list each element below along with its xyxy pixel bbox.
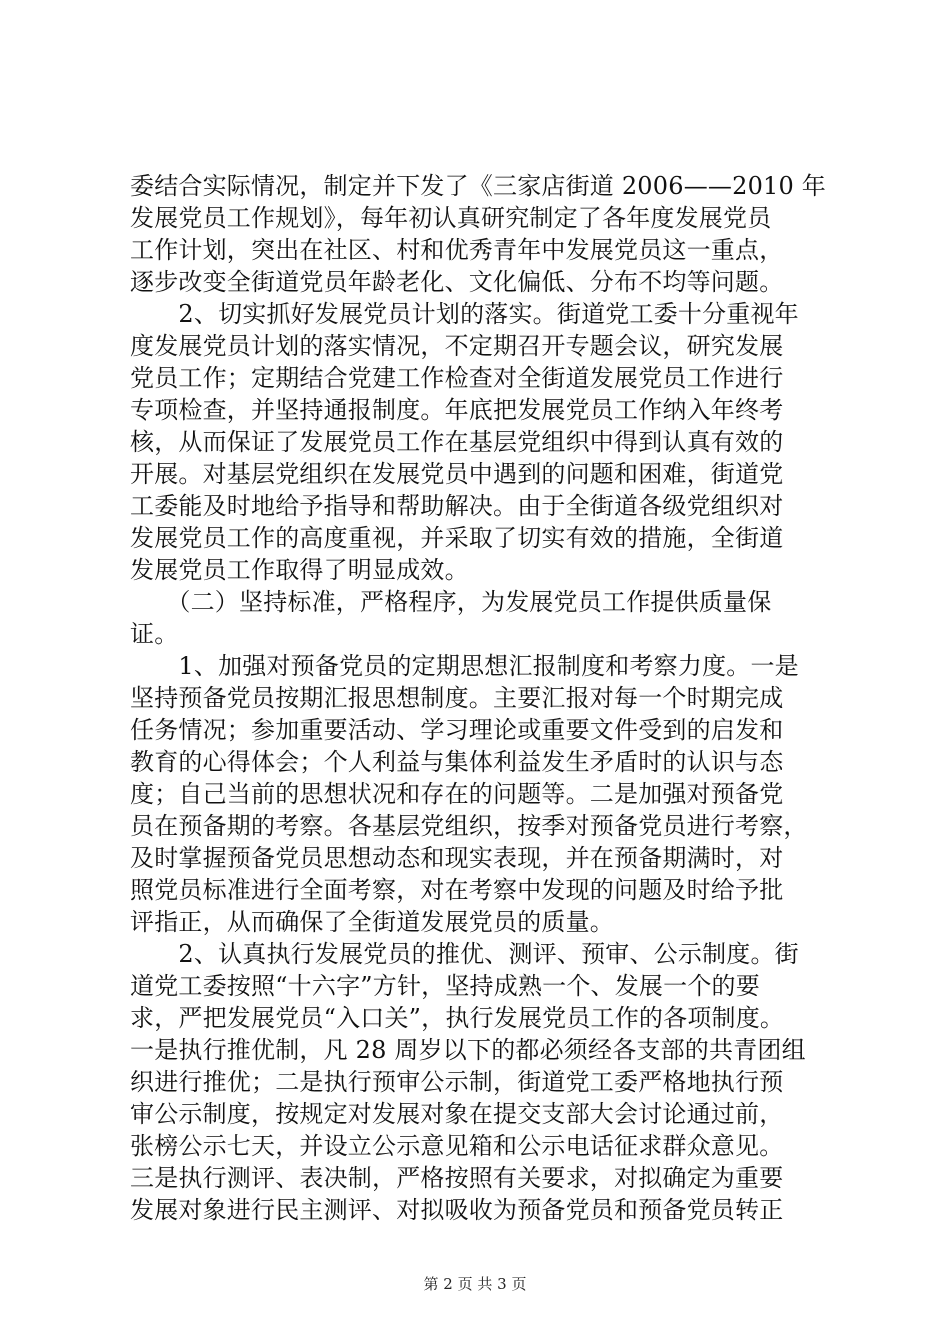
text-line: 道党工委按照“十六字”方针，坚持成熟一个、发展一个的要	[130, 972, 760, 1000]
text-line: 1、加强对预备党员的定期思想汇报制度和考察力度。一是	[130, 652, 799, 680]
text-line: 发展党员工作规划》，每年初认真研究制定了各年度发展党员	[130, 204, 772, 232]
text-line: 发展对象进行民主测评、对拟吸收为预备党员和预备党员转正	[130, 1196, 784, 1224]
section-heading-line: （二）坚持标准，严格程序，为发展党员工作提供质量保	[130, 588, 772, 616]
text-line: 织进行推优；二是执行预审公示制，街道党工委严格地执行预	[130, 1068, 784, 1096]
text-line: 张榜公示七天，并设立公示意见箱和公示电话征求群众意见。	[130, 1132, 784, 1160]
text-line: 专项检查，并坚持通报制度。年底把发展党员工作纳入年终考	[130, 396, 784, 424]
text-line: 员在预备期的考察。各基层党组织，按季对预备党员进行考察，	[130, 812, 808, 840]
text-line: 求，严把发展党员“入口关”，执行发展党员工作的各项制度。	[130, 1004, 785, 1032]
section-heading-line: 证。	[130, 620, 179, 648]
text-line: 度发展党员计划的落实情况，不定期召开专题会议，研究发展	[130, 332, 784, 360]
text-line: 教育的心得体会；个人利益与集体利益发生矛盾时的认识与态	[130, 748, 784, 776]
text-line: 工作计划，突出在社区、村和优秀青年中发展党员这一重点，	[130, 236, 784, 264]
text-line: 委结合实际情况，制定并下发了《三家店街道 2006——2010 年	[130, 172, 827, 200]
text-line: 核，从而保证了发展党员工作在基层党组织中得到认真有效的	[130, 428, 784, 456]
text-line: 2、认真执行发展党员的推优、测评、预审、公示制度。街	[130, 940, 799, 968]
text-line: 三是执行测评、表决制，严格按照有关要求，对拟确定为重要	[130, 1164, 784, 1192]
page-number-footer: 第 2 页 共 3 页	[423, 1275, 527, 1293]
text-line: 坚持预备党员按期汇报思想制度。主要汇报对每一个时期完成	[130, 684, 784, 712]
text-line: 任务情况；参加重要活动、学习理论或重要文件受到的启发和	[130, 716, 784, 744]
text-line: 工委能及时地给予指导和帮助解决。由于全街道各级党组织对	[130, 492, 784, 520]
text-line: 开展。对基层党组织在发展党员中遇到的问题和困难，街道党	[130, 460, 784, 488]
text-line: 逐步改变全街道党员年龄老化、文化偏低、分布不均等问题。	[130, 268, 784, 296]
text-line: 一是执行推优制，凡 28 周岁以下的都必须经各支部的共青团组	[130, 1036, 806, 1064]
text-line: 及时掌握预备党员思想动态和现实表现，并在预备期满时，对	[130, 844, 784, 872]
text-line: 度；自己当前的思想状况和存在的问题等。二是加强对预备党	[130, 780, 784, 808]
text-line: 发展党员工作的高度重视，并采取了切实有效的措施，全街道	[130, 524, 784, 552]
text-line: 党员工作；定期结合党建工作检查对全街道发展党员工作进行	[130, 364, 784, 392]
document-body	[130, 170, 827, 1226]
text-line: 发展党员工作取得了明显成效。	[130, 556, 469, 584]
text-line: 照党员标准进行全面考察，对在考察中发现的问题及时给予批	[130, 876, 784, 904]
text-line: 审公示制度，按规定对发展对象在提交支部大会讨论通过前，	[130, 1100, 784, 1128]
text-line: 评指正，从而确保了全街道发展党员的质量。	[130, 908, 614, 936]
text-line: 2、切实抓好发展党员计划的落实。街道党工委十分重视年	[130, 300, 799, 328]
